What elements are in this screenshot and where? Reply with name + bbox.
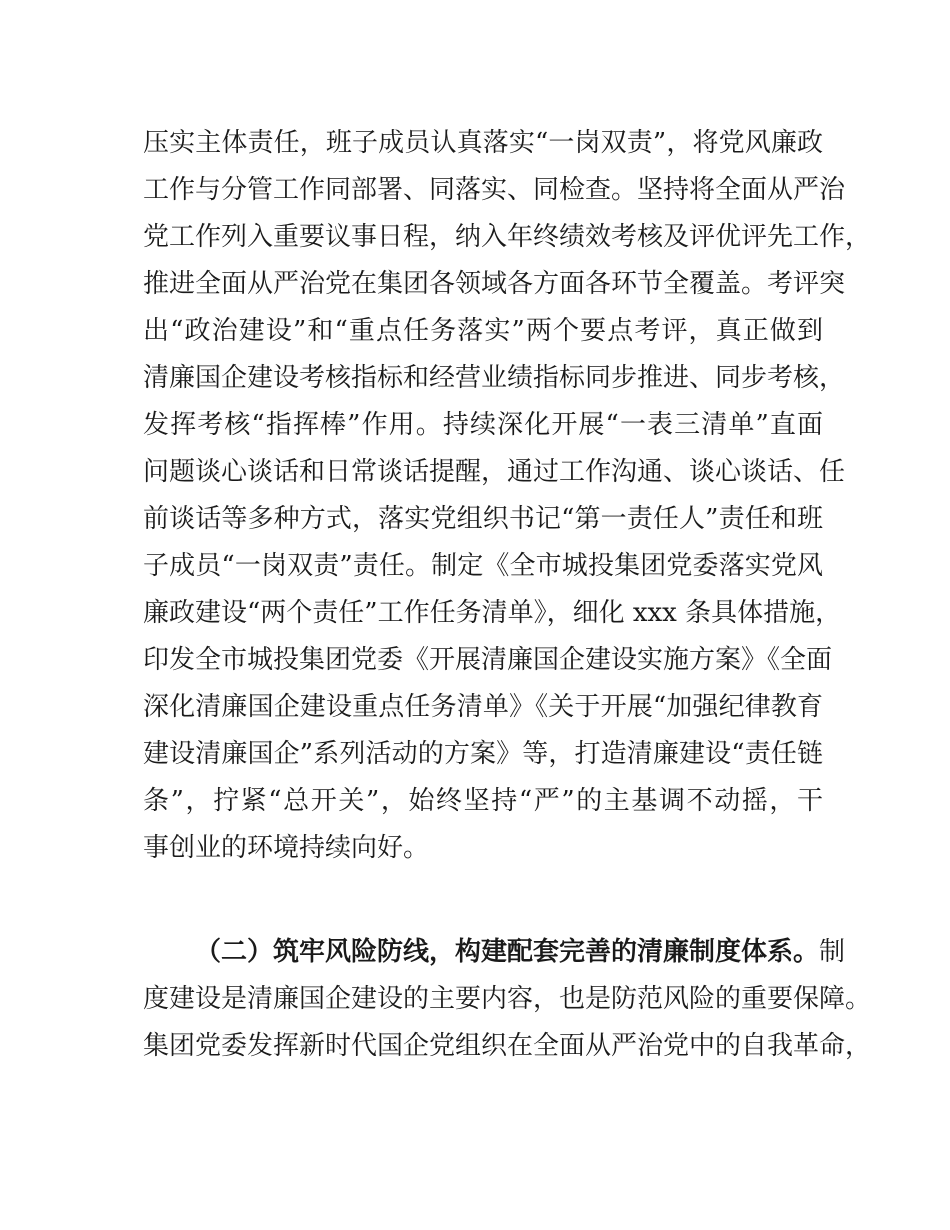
paragraph-line: 出“政治建设”和“重点任务落实”两个要点考评，真正做到 — [143, 316, 823, 346]
paragraph-line: 集团党委发挥新时代国企党组织在全面从严治党中的自我革命， — [143, 1031, 872, 1061]
paragraph-line: 压实主体责任，班子成员认真落实“一岗双责”，将党风廉政 — [143, 128, 823, 158]
section-heading-tail: 制 — [819, 937, 846, 967]
paragraph-line: 建设清廉国企”系列活动的方案》等，打造清廉建设“责任链 — [143, 739, 823, 769]
paragraph-line: 党工作列入重要议事日程，纳入年终绩效考核及评优评先工作， — [143, 222, 872, 252]
paragraph-line: 子成员“一岗双责”责任。制定《全市城投集团党委落实党风 — [143, 551, 823, 581]
paragraph-line: 廉政建设“两个责任”工作任务清单》，细化 xxx 条具体措施， — [143, 598, 842, 628]
section-heading: （二）筑牢风险防线，构建配套完善的清廉制度体系。 — [195, 937, 820, 967]
paragraph-line: 度建设是清廉国企建设的主要内容，也是防范风险的重要保障。 — [143, 984, 872, 1014]
paragraph-line: 清廉国企建设考核指标和经营业绩指标同步推进、同步考核， — [143, 363, 846, 393]
paragraph-line: 发挥考核“指挥棒”作用。持续深化开展“一表三清单”直面 — [143, 410, 823, 440]
paragraph-line: 印发全市城投集团党委《开展清廉国企建设实施方案》《全面 — [143, 645, 833, 675]
paragraph-line: 问题谈心谈话和日常谈话提醒，通过工作沟通、谈心谈话、任 — [143, 457, 846, 487]
paragraph-line: 事创业的环境持续向好。 — [143, 833, 430, 863]
paragraph-line: 深化清廉国企建设重点任务清单》《关于开展“加强纪律教育 — [143, 692, 823, 722]
paragraph-line: 工作与分管工作同部署、同落实、同检查。坚持将全面从严治 — [143, 175, 846, 205]
paragraph-line: 条”，拧紧“总开关”，始终坚持“严”的主基调不动摇，干 — [143, 786, 823, 816]
section-heading-line — [195, 932, 846, 972]
paragraph-line: 前谈话等多种方式，落实党组织书记“第一责任人”责任和班 — [143, 504, 823, 534]
paragraph-line: 推进全面从严治党在集团各领域各方面各环节全覆盖。考评突 — [143, 269, 846, 299]
